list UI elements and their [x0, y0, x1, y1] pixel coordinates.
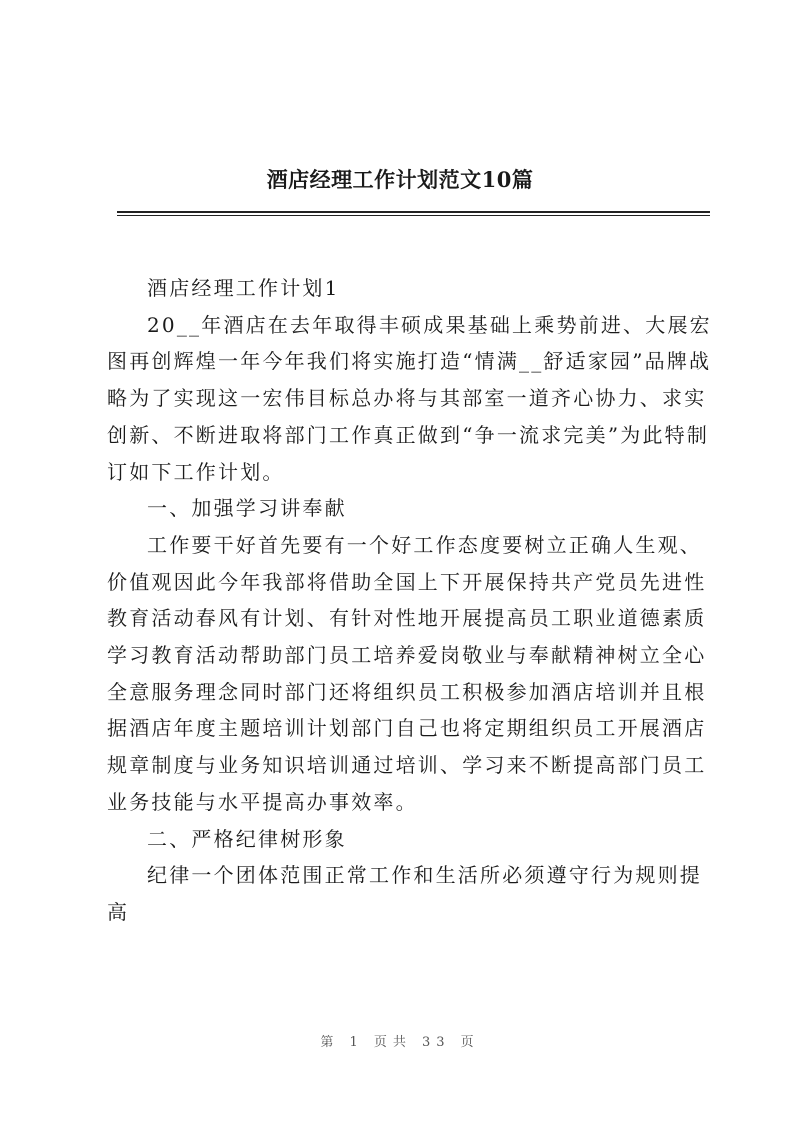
title-underline-thin [117, 215, 710, 216]
document-title: 酒店经理工作计划范文10篇 [266, 167, 534, 192]
body-paragraph: 工作要干好首先要有一个好工作态度要树立正确人生观、价值观因此今年我部将借助全国上下开展保持共产党员先进性教育活动春风有计划、有针对性地开展提高员工职业道德素质学习教育活动帮助部门员工培养爱岗敬业与奉献精神树立全心全意服务理念同时部门还将组织员工积极参加酒店培训并且根据酒店年度主题培训计划部门自己也将定期组织员工开展酒店规章制度与业务知识培训通过培训、学习来不断提高部门员工业务技能与水平提高办事效率。 [107, 532, 707, 814]
section-heading: 一、加强学习讲奉献 [147, 496, 347, 521]
document-body [107, 270, 717, 931]
title-underline-thick [117, 211, 710, 213]
body-paragraph: 纪律一个团体范围正常工作和生活所必须遵守行为规则提高 [107, 863, 702, 924]
section-heading: 二、严格纪律树形象 [147, 826, 347, 851]
body-paragraph: 20__年酒店在去年取得丰硕成果基础上乘势前进、大展宏图再创辉煌一年今年我们将实施打造“情满__舒适家园”品牌战略为了实现这一宏伟目标总办将与其部室一道齐心协力、求实创新、不断进取将部门工作真正做到“争一流求完美”为此特制订如下工作计划。 [107, 312, 712, 484]
page-number-footer: 第 1 页共 33 页 [320, 1035, 480, 1050]
section-heading: 酒店经理工作计划1 [147, 276, 340, 300]
